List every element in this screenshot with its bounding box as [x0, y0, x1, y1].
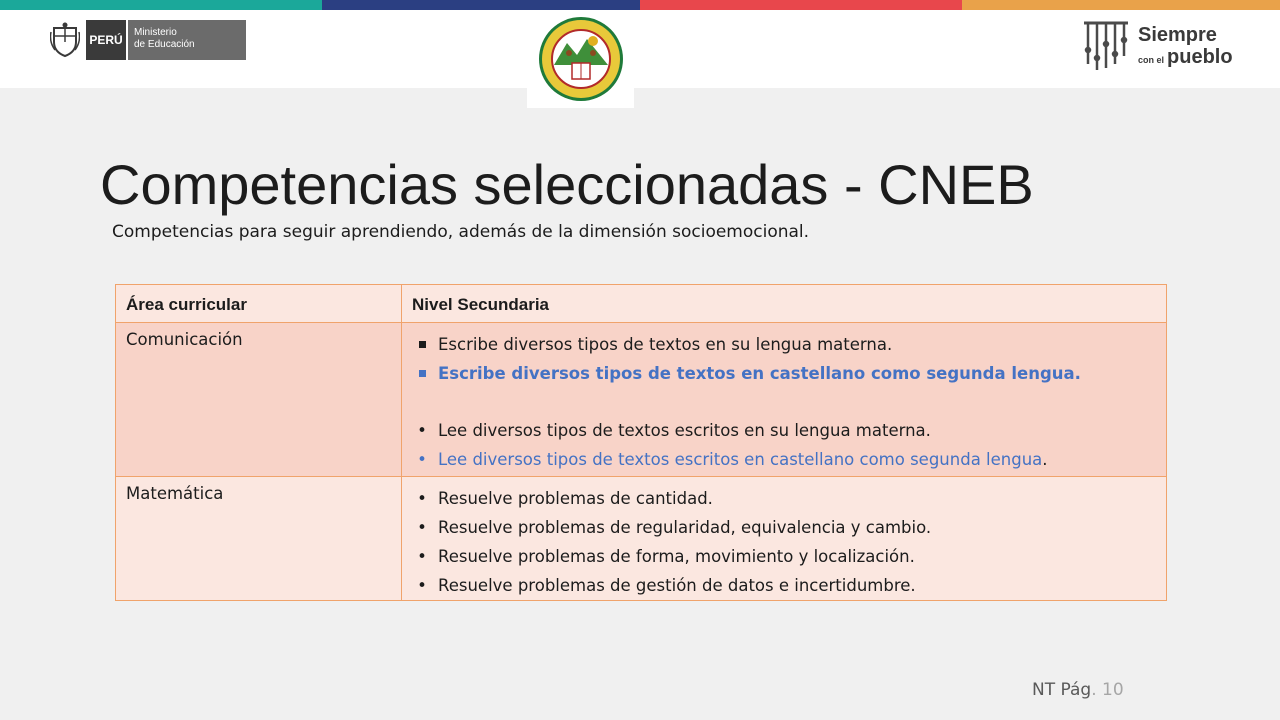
color-bar-navy — [322, 0, 640, 10]
campaign-word-conel: con el — [1138, 55, 1165, 65]
school-seal-icon — [537, 15, 625, 103]
list-item: • Resuelve problemas de gestión de datos e incertidumbre. — [414, 571, 1156, 600]
slide-subtitle: Competencias para seguir aprendiendo, además de la dimensión socioemocional. — [112, 222, 810, 242]
color-bar-red — [640, 0, 962, 10]
competencies-cell — [402, 323, 1167, 477]
top-color-bar — [0, 0, 1280, 10]
competencies-cell — [402, 477, 1167, 601]
list-item-highlighted: Escribe diversos tipos de textos en castellano como segunda lengua. — [414, 359, 1156, 388]
table-header-row — [116, 285, 1167, 323]
bullet-icon: • — [417, 547, 427, 566]
bullet-icon: • — [417, 421, 427, 440]
bullet-icon: • — [417, 450, 427, 469]
list-item: • Resuelve problemas de cantidad. — [414, 484, 1156, 513]
color-bar-teal — [0, 0, 322, 10]
campaign-text — [1138, 24, 1233, 68]
slide-title: Competencias seleccionadas - CNEB — [100, 153, 1034, 216]
area-cell: Matemática — [116, 477, 402, 601]
header-level: Nivel Secundaria — [402, 285, 1167, 323]
bullet-icon: • — [417, 576, 427, 595]
page-value: . 10 — [1091, 680, 1124, 700]
square-bullet-icon — [419, 370, 426, 377]
list-item: • Resuelve problemas de forma, movimiento y localización. — [414, 542, 1156, 571]
header-area: Área curricular — [116, 285, 402, 323]
ministry-label: Ministerio de Educación — [128, 20, 246, 60]
list-item: • Lee diversos tipos de textos escritos en su lengua materna. — [414, 416, 1156, 445]
list-item-highlighted: • Lee diversos tipos de textos escritos en castellano como segunda lengua. — [414, 445, 1156, 474]
list-item: • Resuelve problemas de regularidad, equivalencia y cambio. — [414, 513, 1156, 542]
table-row — [116, 323, 1167, 477]
area-cell: Comunicación — [116, 323, 402, 477]
table-row — [116, 477, 1167, 601]
page-number — [1032, 680, 1124, 700]
ministry-logo — [50, 20, 246, 60]
bullet-icon: • — [417, 489, 427, 508]
list-item: Escribe diversos tipos de textos en su lengua materna. — [414, 330, 1156, 359]
bullet-icon: • — [417, 518, 427, 537]
color-bar-orange — [962, 0, 1280, 10]
quipu-icon — [1082, 20, 1130, 72]
square-bullet-icon — [419, 341, 426, 348]
campaign-word-siempre: Siempre — [1138, 24, 1217, 46]
coat-of-arms-icon — [50, 22, 80, 58]
competencies-table — [115, 284, 1167, 601]
page-prefix: NT Pág — [1032, 680, 1092, 700]
peru-label: PERÚ — [86, 20, 126, 60]
school-seal-logo — [527, 10, 634, 108]
campaign-logo — [1082, 20, 1233, 72]
campaign-word-pueblo: pueblo — [1167, 46, 1233, 68]
